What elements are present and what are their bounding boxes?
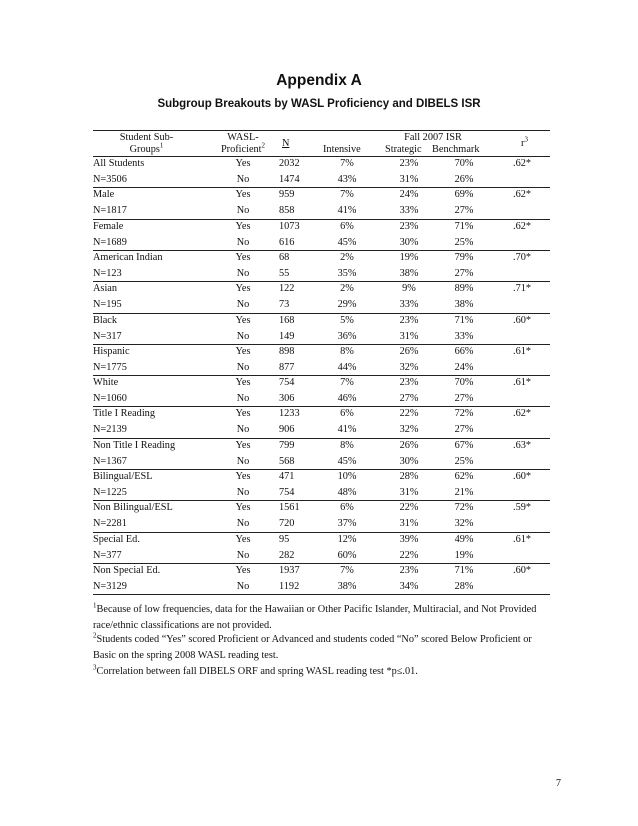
pct-strategic: 24% [399, 189, 419, 201]
count-n: 906 [279, 424, 295, 436]
count-n: 959 [279, 189, 295, 201]
pct-strategic: 31% [399, 518, 419, 530]
pct-strategic: 26% [399, 345, 419, 357]
pct-intensive: 12% [337, 533, 357, 545]
pct-benchmark: 27% [454, 424, 474, 436]
pct-strategic: 39% [399, 533, 419, 545]
proficient-flag: No [236, 236, 250, 248]
count-n: 282 [279, 549, 295, 561]
pct-strategic: 31% [399, 330, 419, 342]
subgroup-total: N=1775 [93, 361, 127, 373]
count-n: 149 [279, 330, 295, 342]
row-separator [93, 281, 550, 282]
pct-strategic: 23% [399, 158, 419, 169]
subgroup-name: Female [93, 220, 124, 232]
count-n: 68 [279, 251, 290, 263]
pct-intensive: 37% [337, 518, 357, 530]
pct-benchmark: 71% [454, 220, 474, 232]
proficient-flag: No [236, 455, 250, 467]
proficient-flag: No [236, 267, 250, 279]
count-n: 1937 [279, 564, 300, 576]
pct-benchmark: 69% [454, 189, 474, 201]
footnote-text: Correlation between fall DIBELS ORF and spring WASL reading test *p≤.01. [96, 666, 418, 677]
proficient-flag: No [236, 361, 250, 373]
pct-intensive: 7% [340, 158, 354, 169]
proficient-flag: Yes [235, 220, 251, 232]
row-separator [93, 375, 550, 376]
pct-benchmark: 49% [454, 533, 474, 545]
pct-strategic: 23% [399, 377, 419, 389]
footnote-marker: 3 [93, 663, 97, 672]
count-n: 73 [279, 299, 290, 311]
header-strategic: Strategic [385, 144, 422, 155]
proficient-flag: No [236, 205, 250, 217]
correlation-r: .61* [513, 533, 532, 545]
proficient-flag: Yes [235, 471, 251, 482]
subgroup-name: Black [93, 314, 118, 326]
proficient-flag: No [236, 580, 250, 592]
subgroup-name: Special Ed. [93, 533, 140, 545]
correlation-r: .59* [513, 502, 532, 514]
count-n: 1233 [279, 408, 300, 420]
header-subgroups-line1: Student Sub- [119, 132, 174, 143]
pct-strategic: 27% [399, 393, 419, 405]
subgroup-total: N=2281 [93, 518, 127, 530]
proficient-flag: Yes [235, 439, 251, 451]
footnote-marker: 1 [93, 601, 97, 610]
header-wasl-line2: Proficient$^2$ [220, 141, 266, 155]
header-student-subgroups [93, 132, 200, 156]
count-n: 799 [279, 439, 295, 451]
row-separator [93, 187, 550, 188]
correlation-r: .60* [513, 471, 532, 482]
count-n: 471 [279, 471, 295, 482]
proficient-flag: Yes [235, 377, 251, 389]
pct-intensive: 10% [337, 471, 357, 482]
correlation-r: .62* [513, 408, 532, 420]
subgroup-name: Male [93, 189, 115, 201]
subgroup-name: Asian [93, 283, 118, 295]
page-number: 7 [556, 778, 561, 789]
subgroup-total: N=377 [93, 549, 122, 561]
footnote-marker: 2 [93, 631, 97, 640]
pct-benchmark: 72% [454, 408, 474, 420]
subgroup-total: N=317 [93, 330, 122, 342]
pct-benchmark: 25% [454, 455, 474, 467]
pct-benchmark: 62% [454, 471, 474, 482]
subgroup-name: All Students [93, 158, 145, 169]
proficient-flag: No [236, 330, 250, 342]
subgroup-total: N=1225 [93, 487, 127, 498]
table-top-rule [93, 130, 550, 131]
pct-benchmark: 38% [454, 299, 474, 311]
proficient-flag: Yes [235, 502, 251, 514]
footnote-3 [93, 664, 553, 680]
subgroup-name: Non Special Ed. [93, 564, 161, 576]
pct-strategic: 31% [399, 487, 419, 498]
count-n: 95 [279, 533, 290, 545]
pct-strategic: 28% [399, 471, 419, 482]
count-n: 2032 [279, 158, 300, 169]
appendix-title: Appendix A [276, 72, 362, 89]
pct-strategic: 32% [399, 361, 419, 373]
pct-intensive: 29% [337, 299, 357, 311]
footnote-text: Because of low frequencies, data for the Hawaiian or Other Pacific Islander, Multiracial, and Not Provided race/ethnic classifications are not provided. [93, 604, 537, 631]
row-separator [93, 406, 550, 407]
count-n: 122 [279, 283, 295, 295]
proficient-flag: Yes [235, 564, 251, 576]
header-wasl-proficient [203, 132, 283, 156]
count-n: 55 [279, 267, 290, 279]
count-n: 306 [279, 393, 295, 405]
pct-benchmark: 71% [454, 314, 474, 326]
pct-benchmark: 33% [454, 330, 474, 342]
header-subgroups-line2: Groups$^1$ [129, 141, 164, 155]
correlation-r: .60* [513, 564, 532, 576]
subgroup-total: N=1367 [93, 455, 127, 467]
pct-intensive: 6% [340, 220, 354, 232]
pct-intensive: 45% [337, 455, 357, 467]
count-n: 754 [279, 377, 295, 389]
header-intensive: Intensive [323, 144, 361, 155]
pct-benchmark: 72% [454, 502, 474, 514]
pct-strategic: 19% [399, 251, 419, 263]
header-benchmark: Benchmark [432, 144, 480, 155]
footnote-2 [93, 632, 553, 664]
proficient-flag: Yes [235, 533, 251, 545]
subgroup-total: N=3129 [93, 580, 127, 592]
footnote-text: Students coded “Yes” scored Proficient or Advanced and students coded “No” scored Below Proficient or Basic on the spring 2008 WASL reading test. [93, 634, 532, 661]
pct-strategic: 32% [399, 424, 419, 436]
subgroup-total: N=123 [93, 267, 122, 279]
proficient-flag: Yes [235, 283, 251, 295]
row-separator [93, 250, 550, 251]
correlation-r: .63* [513, 439, 532, 451]
header-bottom-rule [93, 156, 550, 157]
pct-benchmark: 26% [454, 174, 474, 185]
subgroup-name: Title I Reading [93, 408, 155, 420]
row-separator [93, 594, 550, 595]
pct-benchmark: 70% [454, 377, 474, 389]
pct-intensive: 44% [337, 361, 357, 373]
subgroup-total: N=1060 [93, 393, 127, 405]
pct-intensive: 2% [340, 251, 354, 263]
proficient-flag: No [236, 518, 250, 530]
pct-strategic: 9% [402, 283, 416, 295]
subgroup-name: White [93, 377, 119, 389]
header-wasl-line1: WASL- [227, 132, 259, 143]
pct-intensive: 43% [337, 174, 357, 185]
footnote-1 [93, 602, 553, 634]
proficient-flag: No [236, 424, 250, 436]
pct-intensive: 46% [337, 393, 357, 405]
pct-intensive: 7% [340, 564, 354, 576]
subgroup-total: N=1689 [93, 236, 127, 248]
count-n: 1192 [279, 580, 300, 592]
proficient-flag: Yes [235, 251, 251, 263]
subgroup-name: American Indian [93, 251, 163, 263]
pct-benchmark: 71% [454, 564, 474, 576]
row-separator [93, 563, 550, 564]
pct-benchmark: 66% [454, 345, 474, 357]
proficient-flag: No [236, 393, 250, 405]
count-n: 168 [279, 314, 295, 326]
proficient-flag: No [236, 299, 250, 311]
pct-intensive: 45% [337, 236, 357, 248]
pct-intensive: 60% [337, 549, 357, 561]
subgroup-name: Non Bilingual/ESL [93, 502, 173, 514]
subgroup-total: N=1817 [93, 205, 127, 217]
proficient-flag: Yes [235, 158, 251, 169]
subgroup-total: N=3506 [93, 174, 127, 185]
correlation-r: .61* [513, 345, 532, 357]
proficient-flag: Yes [235, 189, 251, 201]
pct-benchmark: 27% [454, 267, 474, 279]
count-n: 858 [279, 205, 295, 217]
pct-intensive: 5% [340, 314, 354, 326]
proficient-flag: Yes [235, 314, 251, 326]
header-n: N [282, 138, 290, 149]
pct-intensive: 2% [340, 283, 354, 295]
proficient-flag: No [236, 487, 250, 498]
proficient-flag: Yes [235, 408, 251, 420]
pct-strategic: 23% [399, 220, 419, 232]
pct-intensive: 8% [340, 439, 354, 451]
correlation-r: .62* [513, 158, 532, 169]
pct-benchmark: 70% [454, 158, 474, 169]
pct-intensive: 38% [337, 580, 357, 592]
subgroup-total: N=195 [93, 299, 122, 311]
correlation-r: .60* [513, 314, 532, 326]
row-separator [93, 344, 550, 345]
subgroup-total: N=2139 [93, 424, 127, 436]
proficient-flag: Yes [235, 345, 251, 357]
pct-intensive: 48% [337, 487, 357, 498]
pct-benchmark: 28% [454, 580, 474, 592]
pct-benchmark: 89% [454, 283, 474, 295]
pct-intensive: 36% [337, 330, 357, 342]
pct-strategic: 31% [399, 174, 419, 185]
pct-strategic: 23% [399, 314, 419, 326]
count-n: 754 [279, 487, 295, 498]
pct-strategic: 26% [399, 439, 419, 451]
subgroup-name: Non Title I Reading [93, 439, 176, 451]
proficient-flag: No [236, 174, 250, 185]
count-n: 877 [279, 361, 295, 373]
correlation-r: .62* [513, 189, 532, 201]
pct-benchmark: 25% [454, 236, 474, 248]
pct-benchmark: 67% [454, 439, 474, 451]
pct-benchmark: 27% [454, 393, 474, 405]
row-separator [93, 500, 550, 501]
pct-intensive: 35% [337, 267, 357, 279]
subgroup-name: Hispanic [93, 345, 130, 357]
pct-strategic: 33% [399, 299, 419, 311]
pct-strategic: 22% [399, 549, 419, 561]
pct-benchmark: 79% [454, 251, 474, 263]
count-n: 568 [279, 455, 295, 467]
count-n: 616 [279, 236, 295, 248]
correlation-r: .70* [513, 251, 532, 263]
pct-benchmark: 27% [454, 205, 474, 217]
pct-benchmark: 19% [454, 549, 474, 561]
pct-benchmark: 32% [454, 518, 474, 530]
pct-benchmark: 24% [454, 361, 474, 373]
row-separator [93, 469, 550, 470]
row-separator [93, 313, 550, 314]
pct-strategic: 38% [399, 267, 419, 279]
pct-intensive: 41% [337, 205, 357, 217]
correlation-r: .61* [513, 377, 532, 389]
pct-strategic: 22% [399, 408, 419, 420]
table-subtitle: Subgroup Breakouts by WASL Proficiency and DIBELS ISR [157, 98, 481, 110]
pct-benchmark: 21% [454, 487, 474, 498]
row-separator [93, 532, 550, 533]
count-n: 1474 [279, 174, 300, 185]
pct-intensive: 6% [340, 408, 354, 420]
count-n: 898 [279, 345, 295, 357]
count-n: 1073 [279, 220, 300, 232]
count-n: 720 [279, 518, 295, 530]
pct-intensive: 8% [340, 345, 354, 357]
pct-intensive: 7% [340, 377, 354, 389]
header-fall-isr: Fall 2007 ISR [404, 132, 462, 143]
pct-strategic: 22% [399, 502, 419, 514]
correlation-r: .71* [513, 283, 532, 295]
pct-strategic: 30% [399, 455, 419, 467]
correlation-r: .62* [513, 220, 532, 232]
pct-intensive: 6% [340, 502, 354, 514]
header-r: $r^3$ [521, 135, 528, 149]
pct-intensive: 41% [337, 424, 357, 436]
proficient-flag: No [236, 549, 250, 561]
pct-intensive: 7% [340, 189, 354, 201]
subgroup-name: Bilingual/ESL [93, 471, 153, 482]
pct-strategic: 30% [399, 236, 419, 248]
pct-strategic: 33% [399, 205, 419, 217]
row-separator [93, 219, 550, 220]
count-n: 1561 [279, 502, 300, 514]
row-separator [93, 438, 550, 439]
pct-strategic: 23% [399, 564, 419, 576]
pct-strategic: 34% [399, 580, 419, 592]
